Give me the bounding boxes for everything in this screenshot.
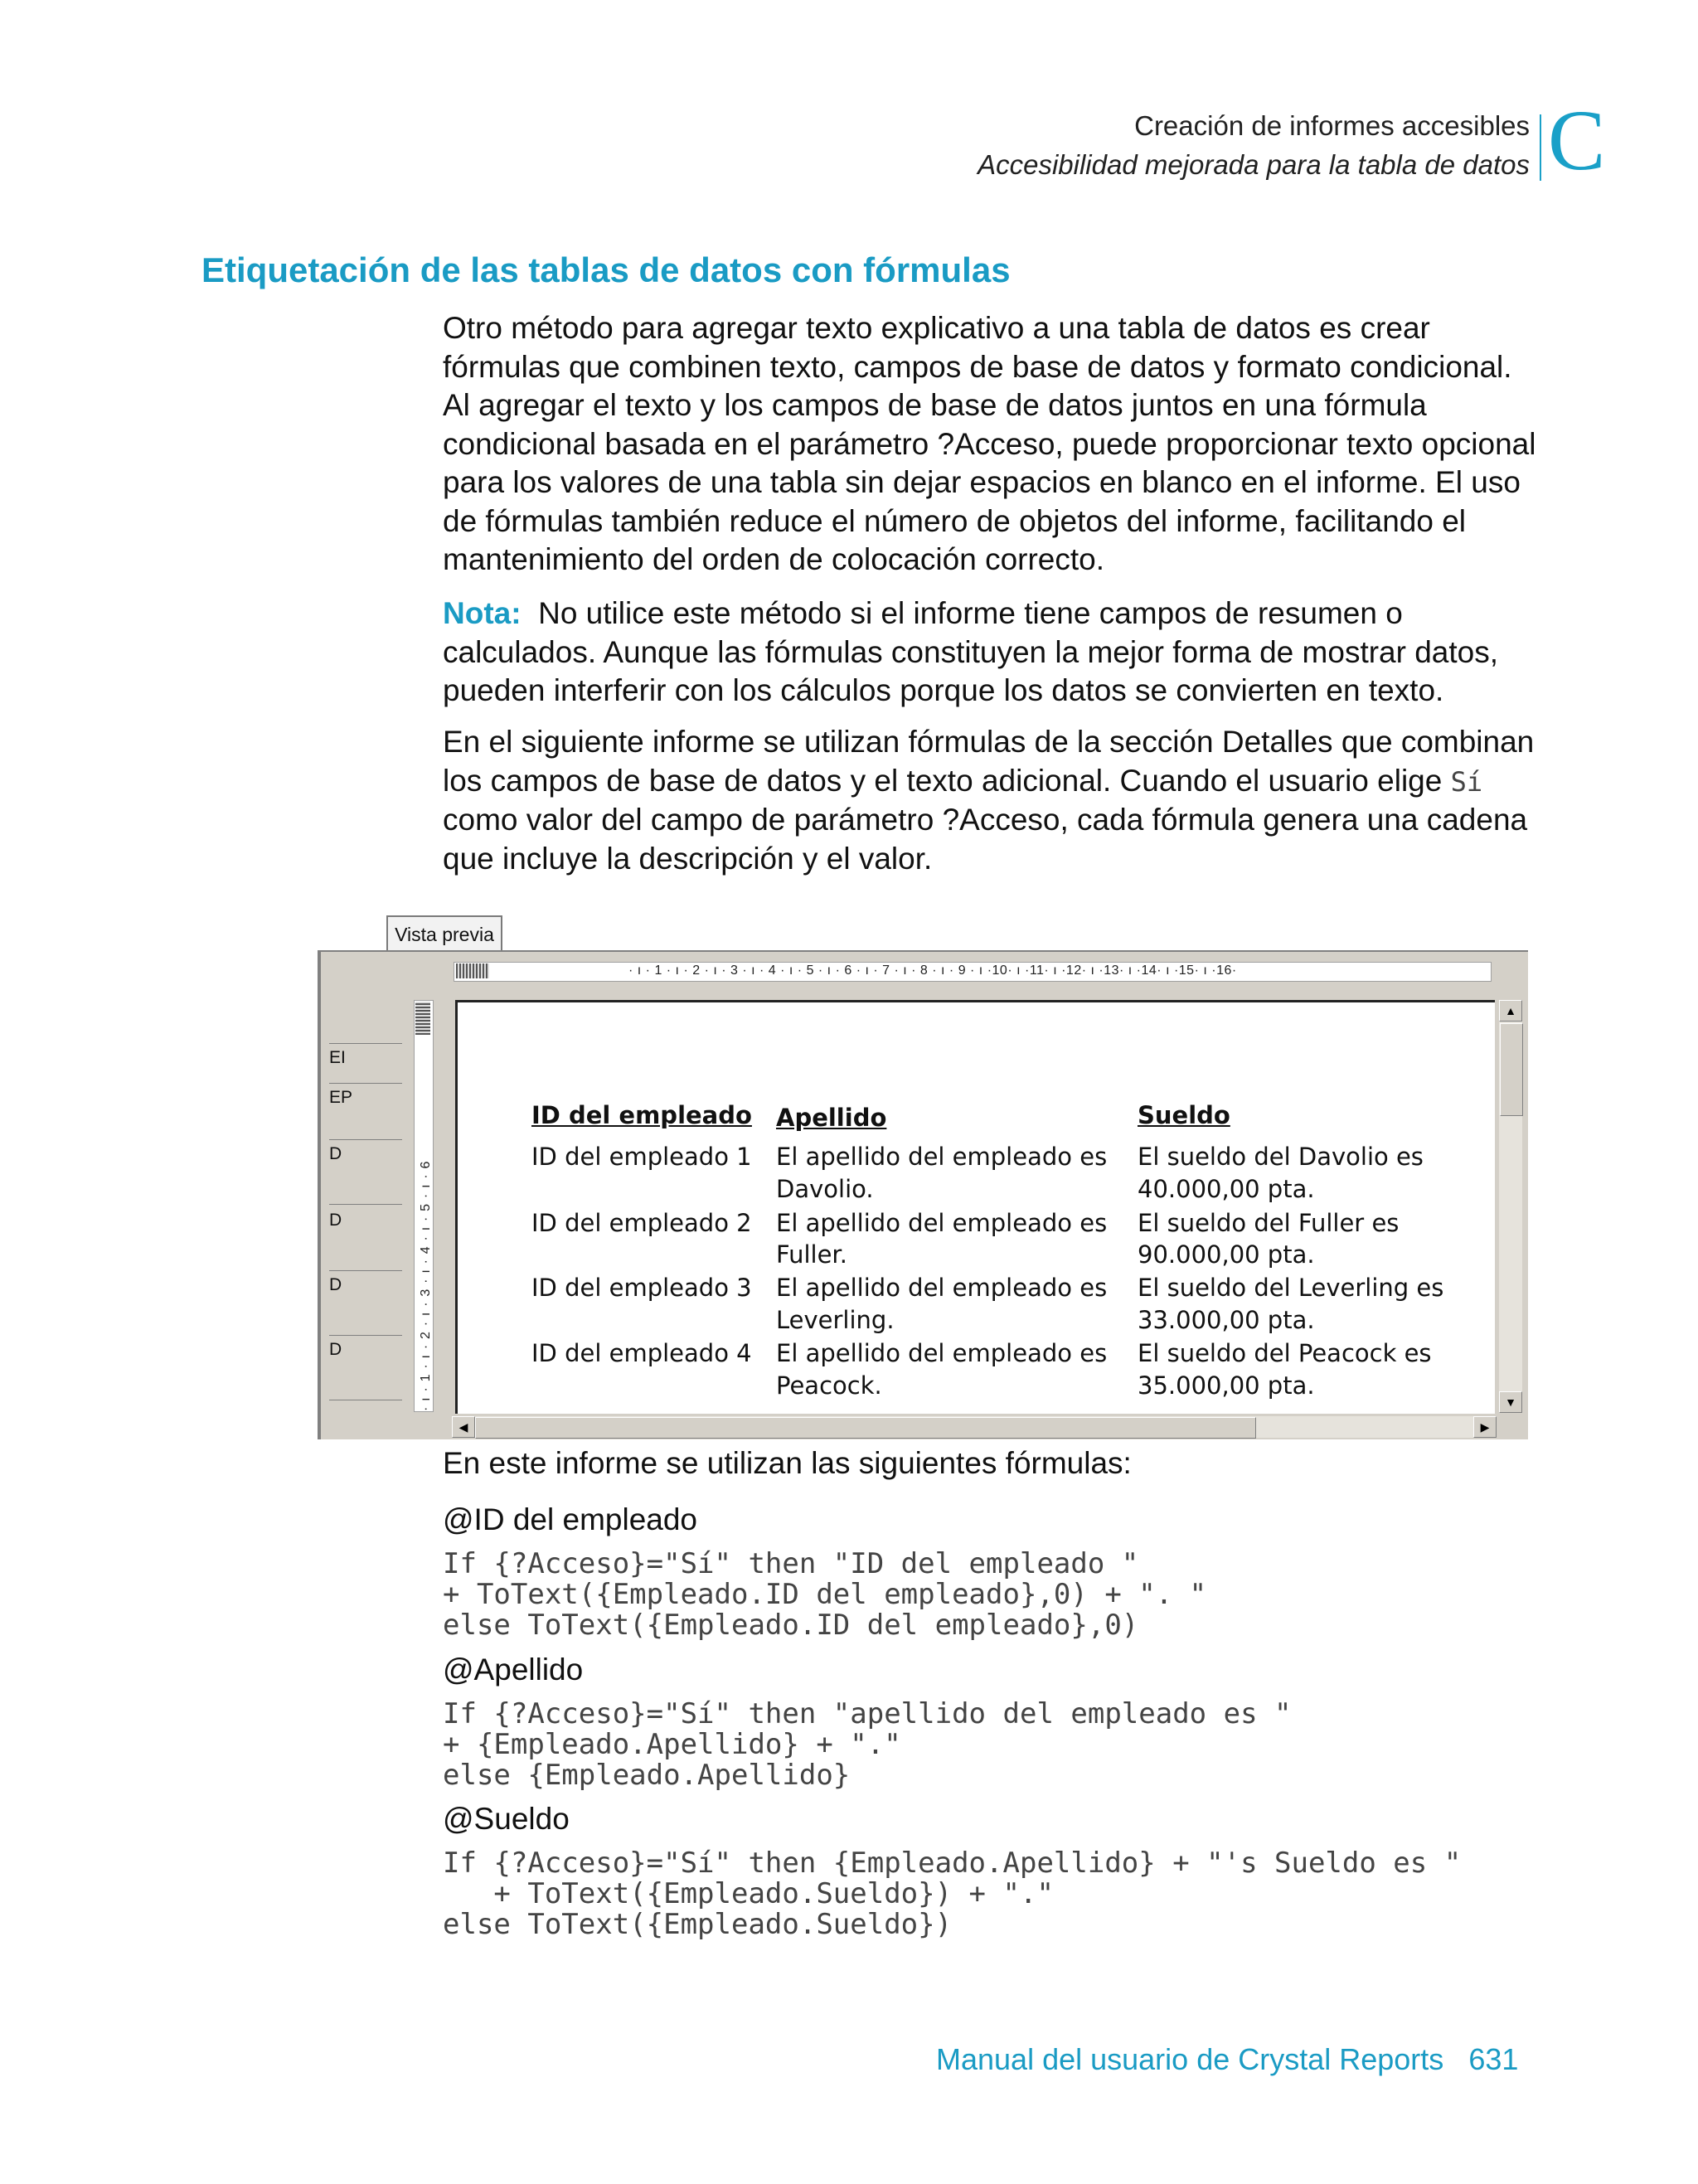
inline-code: Sí bbox=[1450, 765, 1483, 798]
section-label[interactable]: EP bbox=[329, 1088, 353, 1107]
scroll-left-icon[interactable]: ◀ bbox=[452, 1416, 475, 1438]
report-cell-sueldo: 35.000,00 pta. bbox=[1138, 1371, 1315, 1400]
ruler-labels: · ı · 1 · ı · 2 · ı · 3 · ı · 4 · ı · 5 · ı · 6 · ı · 7 · ı · 8 · ı · 9 · ı ·10· ı ·11· ı ·12· ı ·13· ı ·14· ı ·15· ı ·16· bbox=[628, 963, 1237, 978]
report-cell-apellido: Davolio. bbox=[776, 1175, 874, 1203]
section-divider bbox=[329, 1335, 402, 1336]
appendix-letter: C bbox=[1548, 93, 1606, 188]
report-cell-sueldo: El sueldo del Davolio es bbox=[1138, 1143, 1424, 1171]
page-number: 631 bbox=[1468, 2042, 1519, 2076]
report-cell-apellido: El apellido del empleado es bbox=[776, 1143, 1108, 1171]
section-divider bbox=[329, 1270, 402, 1271]
note-text: No utilice este método si el informe tiene campos de resumen o calculados. Aunque las fórmulas constituyen la mejor forma de mostrar datos, pueden interferir con los cálculos porque los datos se convierten en texto. bbox=[443, 596, 1499, 707]
paragraph-text: En el siguiente informe se utilizan fórmulas de la sección Detalles que combinan los campos de base de datos y el texto adicional. Cuando el usuario elige bbox=[443, 725, 1535, 798]
report-cell-sueldo: 33.000,00 pta. bbox=[1138, 1306, 1315, 1334]
report-cell-sueldo: 40.000,00 pta. bbox=[1138, 1175, 1315, 1203]
column-header-apellido: Apellido bbox=[776, 1104, 887, 1132]
page-footer bbox=[936, 2042, 1518, 2077]
tab-vista-previa[interactable]: Vista previa bbox=[386, 915, 502, 952]
section-label[interactable]: EI bbox=[329, 1048, 346, 1067]
report-cell-sueldo: El sueldo del Fuller es bbox=[1138, 1209, 1400, 1237]
formula-name: @Apellido bbox=[443, 1653, 584, 1687]
section-divider bbox=[329, 1043, 402, 1044]
horizontal-scrollbar[interactable] bbox=[452, 1416, 1497, 1438]
section-label[interactable]: D bbox=[329, 1275, 342, 1294]
report-page bbox=[455, 1000, 1495, 1414]
ruler-labels: · ı · 1 · ı · 2 · ı · 3 · ı · 4 · ı · 5 · ı · 6 bbox=[419, 1160, 433, 1411]
report-cell-sueldo: El sueldo del Leverling es bbox=[1138, 1274, 1444, 1302]
column-header-sueldo: Sueldo bbox=[1138, 1101, 1230, 1129]
section-divider bbox=[329, 1204, 402, 1205]
header-divider bbox=[1540, 114, 1541, 181]
report-cell-id: ID del empleado 2 bbox=[531, 1209, 752, 1237]
report-cell-apellido: Leverling. bbox=[776, 1306, 895, 1334]
note-label: Nota: bbox=[443, 596, 522, 630]
formulas-intro: En este informe se utilizan las siguientes fórmulas: bbox=[443, 1446, 1132, 1480]
section-label[interactable]: D bbox=[329, 1340, 342, 1359]
scroll-up-icon[interactable]: ▲ bbox=[1499, 1000, 1522, 1022]
note-paragraph bbox=[443, 595, 1537, 711]
section-label[interactable]: D bbox=[329, 1144, 342, 1163]
formula-name: @ID del empleado bbox=[443, 1502, 698, 1536]
report-cell-id: ID del empleado 4 bbox=[531, 1339, 752, 1367]
formula-code: If {?Acceso}="Sí" then "ID del empleado " + ToText({Empleado.ID del empleado},0) + ". " else ToText({Empleado.ID del empleado},0) bbox=[443, 1547, 1207, 1642]
running-header-chapter: Creación de informes accesibles bbox=[1134, 110, 1530, 141]
paragraph-text: como valor del campo de parámetro ?Acceso, cada fórmula genera una cadena que incluye la descripción y el valor. bbox=[443, 803, 1528, 876]
body-paragraph: Otro método para agregar texto explicativo a una tabla de datos es crear fórmulas que combinen texto, campos de base de datos y formato condicional. Al agregar el texto y los campos de base de datos juntos en una fórmula condicional basada en el parámetro ?Acceso, puede proporcionar texto opcional para los valores de una tabla sin dejar espacios en blanco en el informe. El uso de fórmulas también reduce el número de objetos del informe, facilitando el mantenimiento del orden de colocación correcto. bbox=[443, 311, 1536, 576]
report-cell-sueldo: El sueldo del Peacock es bbox=[1138, 1339, 1432, 1367]
column-header-id: ID del empleado bbox=[531, 1101, 752, 1129]
ruler-corner-icon bbox=[456, 963, 489, 978]
report-cell-apellido: Fuller. bbox=[776, 1240, 847, 1269]
scroll-right-icon[interactable]: ▶ bbox=[1473, 1416, 1497, 1438]
section-divider bbox=[329, 1139, 402, 1140]
report-cell-sueldo: 90.000,00 pta. bbox=[1138, 1240, 1315, 1269]
section-label[interactable]: D bbox=[329, 1211, 342, 1230]
vertical-ruler bbox=[414, 1000, 434, 1412]
scroll-thumb[interactable] bbox=[1500, 1023, 1523, 1116]
formula-name: @Sueldo bbox=[443, 1802, 570, 1836]
body-paragraph bbox=[443, 723, 1537, 878]
running-header-section: Accesibilidad mejorada para la tabla de datos bbox=[978, 149, 1530, 180]
scroll-down-icon[interactable]: ▼ bbox=[1499, 1391, 1522, 1413]
report-preview-window bbox=[318, 950, 1528, 1439]
horizontal-ruler bbox=[454, 962, 1492, 982]
ruler-corner-icon bbox=[415, 1002, 430, 1035]
scroll-thumb[interactable] bbox=[475, 1417, 1256, 1439]
footer-manual-title: Manual del usuario de Crystal Reports bbox=[936, 2042, 1444, 2076]
report-cell-apellido: Peacock. bbox=[776, 1371, 882, 1400]
report-cell-apellido: El apellido del empleado es bbox=[776, 1274, 1108, 1302]
report-cell-apellido: El apellido del empleado es bbox=[776, 1339, 1108, 1367]
formula-code: If {?Acceso}="Sí" then "apellido del empleado es " + {Empleado.Apellido} + "." else {Empleado.Apellido} bbox=[443, 1697, 1292, 1792]
report-cell-id: ID del empleado 3 bbox=[531, 1274, 752, 1302]
report-cell-id: ID del empleado 1 bbox=[531, 1143, 752, 1171]
section-divider bbox=[329, 1083, 402, 1084]
formula-code: If {?Acceso}="Sí" then {Empleado.Apellido} + "'s Sueldo es " + ToText({Empleado.Sueldo}) + "." else ToText({Empleado.Sueldo}) bbox=[443, 1847, 1462, 1941]
section-heading: Etiquetación de las tablas de datos con fórmulas bbox=[201, 250, 1011, 289]
vertical-scrollbar[interactable] bbox=[1499, 1000, 1522, 1413]
report-cell-apellido: El apellido del empleado es bbox=[776, 1209, 1108, 1237]
